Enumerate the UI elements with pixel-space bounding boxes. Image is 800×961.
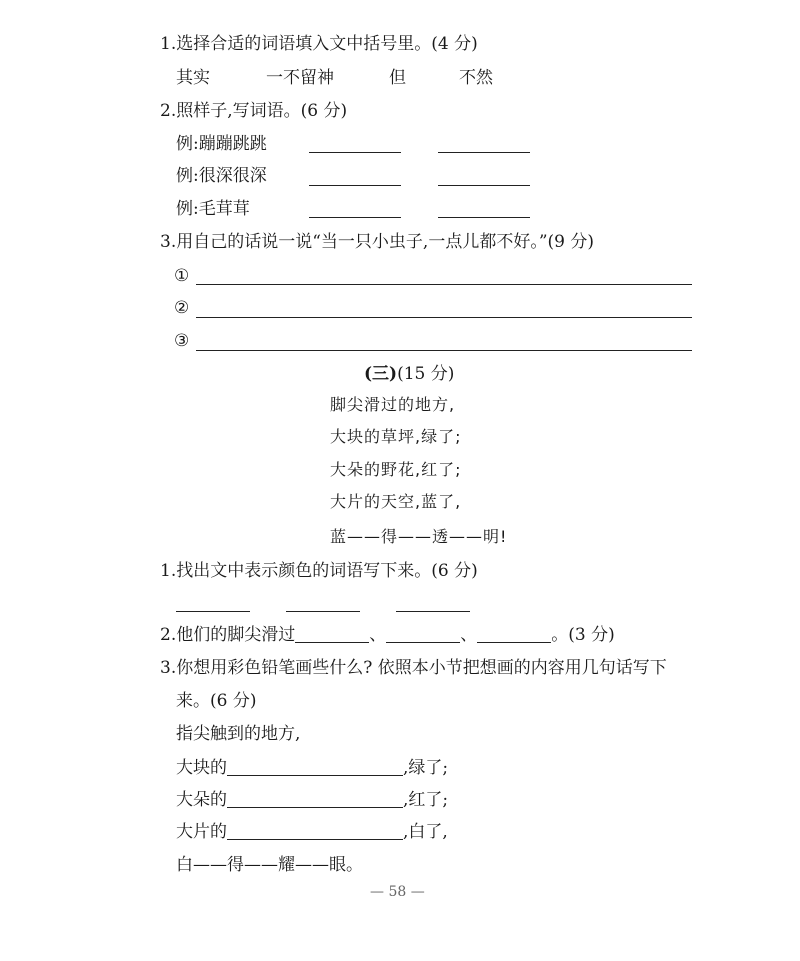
writing-row	[176, 788, 448, 812]
poem-line: 大块的草坪,绿了;	[330, 427, 462, 446]
answer-blank[interactable]	[295, 642, 369, 643]
answer-blank[interactable]	[286, 611, 360, 612]
writing-ending: 白——得——耀——眼。	[176, 855, 363, 875]
question-3-2-suffix: 。(3 分)	[551, 625, 615, 645]
section-number: (三)	[364, 364, 398, 384]
question-2-2-prompt: 2.照样子,写词语。(6 分)	[160, 101, 348, 121]
answer-blank[interactable]	[309, 185, 401, 186]
writing-row-suffix: ,绿了;	[403, 758, 449, 778]
writing-row-prefix: 大朵的	[176, 790, 227, 810]
writing-row-suffix: ,红了;	[403, 790, 449, 810]
example-word: 例:很深很深	[176, 166, 267, 186]
writing-lead: 指尖触到的地方,	[176, 724, 301, 744]
answer-blank[interactable]	[386, 642, 460, 643]
answer-blank[interactable]	[309, 152, 401, 153]
separator: 、	[460, 625, 478, 645]
page-number: — 58 —	[370, 884, 425, 900]
poem-line: 蓝——得——透——明!	[330, 527, 508, 546]
section-heading	[364, 362, 454, 386]
circled-marker: ①	[174, 266, 190, 286]
poem-line: 大片的天空,蓝了,	[330, 492, 462, 511]
answer-blank[interactable]	[176, 611, 250, 612]
poem-line: 脚尖滑过的地方,	[330, 395, 456, 414]
example-word: 例:蹦蹦跳跳	[176, 134, 267, 154]
question-3-3-prompt-line2: 来。(6 分)	[176, 691, 257, 711]
writing-row-suffix: ,白了,	[403, 822, 448, 842]
section-score: (15 分)	[397, 364, 455, 384]
answer-line[interactable]	[196, 284, 692, 285]
answer-blank[interactable]	[227, 807, 403, 808]
writing-row	[176, 756, 448, 780]
answer-blank[interactable]	[309, 217, 401, 218]
word-option: 不然	[459, 68, 493, 88]
word-option: 但	[389, 68, 406, 88]
question-3-3-prompt-line1: 3.你想用彩色铅笔画些什么? 依照本小节把想画的内容用几句话写下	[160, 658, 667, 678]
writing-row	[176, 820, 448, 844]
word-option: 其实	[176, 68, 210, 88]
separator: 、	[369, 625, 387, 645]
question-3-2	[160, 623, 615, 647]
answer-blank[interactable]	[227, 775, 403, 776]
word-option: 一不留神	[266, 68, 334, 88]
question-2-1-prompt: 1.选择合适的词语填入文中括号里。(4 分)	[160, 34, 478, 54]
writing-row-prefix: 大片的	[176, 822, 227, 842]
answer-blank[interactable]	[438, 152, 530, 153]
question-3-2-prefix: 2.他们的脚尖滑过	[160, 625, 296, 645]
circled-marker: ③	[174, 331, 190, 351]
answer-line[interactable]	[196, 350, 692, 351]
example-word: 例:毛茸茸	[176, 199, 250, 219]
answer-blank[interactable]	[227, 839, 403, 840]
question-3-1-prompt: 1.找出文中表示颜色的词语写下来。(6 分)	[160, 561, 478, 581]
answer-blank[interactable]	[396, 611, 470, 612]
answer-blank[interactable]	[477, 642, 551, 643]
question-2-3-prompt: 3.用自己的话说一说“当一只小虫子,一点儿都不好。”(9 分)	[160, 232, 594, 252]
answer-blank[interactable]	[438, 185, 530, 186]
circled-marker: ②	[174, 298, 190, 318]
writing-row-prefix: 大块的	[176, 758, 227, 778]
poem-line: 大朵的野花,红了;	[330, 460, 462, 479]
answer-line[interactable]	[196, 317, 692, 318]
answer-blank[interactable]	[438, 217, 530, 218]
